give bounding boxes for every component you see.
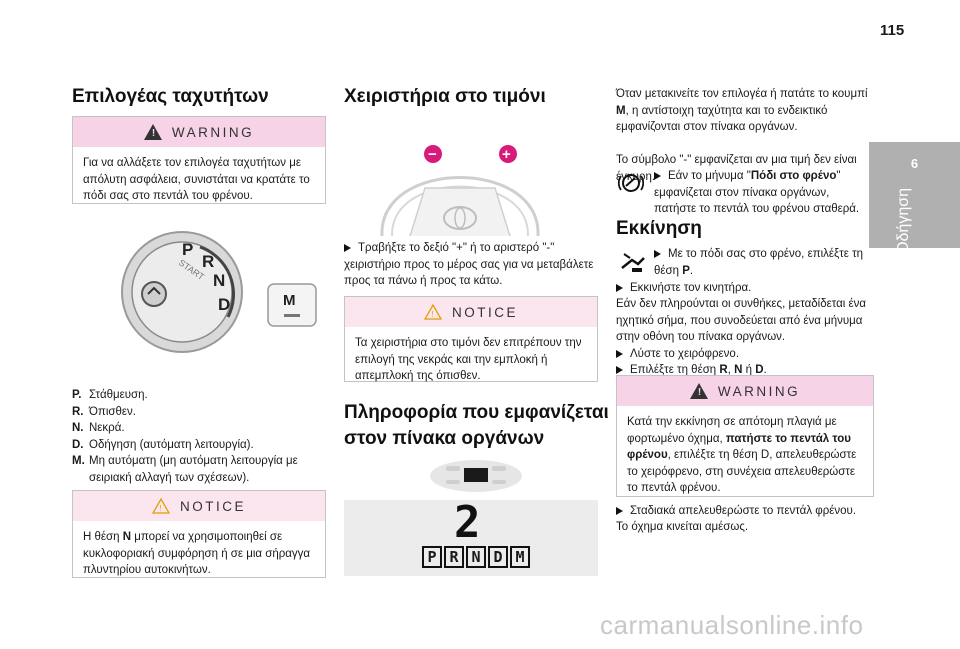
gear-letter: M bbox=[510, 546, 530, 568]
start-step-4: Επιλέξτε τη θέση R, N ή D. bbox=[616, 362, 870, 379]
gear-display bbox=[344, 497, 598, 576]
warning-box bbox=[72, 116, 326, 204]
foot-on-brake-icon bbox=[618, 248, 646, 276]
notice-label: NOTICE bbox=[179, 498, 246, 514]
selector-intro: Όταν μετακινείτε τον επιλογέα ή πατάτε το κουμπί M, η αντίστοιχη ταχύτητα και το ενδεικτικό εμφανίζονται στον πίνακα οργάνων. bbox=[616, 88, 868, 133]
current-gear: 2 bbox=[454, 497, 481, 548]
list-item: D. Οδήγηση (αυτόματη λειτουργία). bbox=[72, 438, 254, 451]
selector-letter-p: P bbox=[182, 240, 194, 259]
warning-text: Για να αλλάξετε τον επιλογέα ταχυτήτων με απόλυτη ασφάλεια, συνιστάται να κρατάτε το πόδι σας στο πεντάλ του φρένου. bbox=[83, 157, 310, 202]
notice-box-steering bbox=[344, 296, 598, 382]
notice-box bbox=[72, 490, 326, 578]
warning-label: WARNING bbox=[171, 124, 255, 140]
steering-wheel-illustration bbox=[370, 118, 550, 236]
bullet-arrow-icon bbox=[616, 350, 623, 358]
start-step-3: Λύστε το χειρόφρενο. bbox=[616, 346, 870, 363]
bullet-arrow-icon bbox=[344, 244, 351, 252]
footer-watermark: carmanualsonline.info bbox=[600, 610, 864, 640]
paddle-instruction: Τραβήξτε το δεξιό "+" ή το αριστερό "-" χειριστήριο προς το μέρος σας για να μεταβάλετε προς τα πάνω ή προς τα κάτω. bbox=[344, 242, 594, 287]
bullet-arrow-icon bbox=[616, 284, 623, 292]
position-list bbox=[72, 387, 334, 486]
final-note: Το όχημα κινείται αμέσως. bbox=[616, 521, 749, 533]
warning-text: Κατά την εκκίνηση σε απότομη πλαγιά με φορτωμένο όχημα, πατήστε το πεντάλ του φρένου, επιλέξτε τη θέση D, απελευθερώστε το χειρόφρενο, στη συνέχεια απελευθερώστε το πεντάλ φρένου. bbox=[627, 416, 857, 494]
selector-letter-n: N bbox=[213, 271, 226, 290]
notice-text: Η θέση N μπορεί να χρησιμοποιηθεί σε κυκλοφοριακή συμφόρηση ή σε μια σήραγγα πλυντηρίου αυτοκινήτων. bbox=[83, 531, 311, 576]
warning-header bbox=[73, 117, 325, 147]
warning-label: WARNING bbox=[717, 383, 801, 399]
gear-letters bbox=[422, 546, 530, 568]
chapter-label: Οδήγηση bbox=[895, 188, 912, 254]
bullet-arrow-icon bbox=[616, 507, 623, 515]
gear-letter: N bbox=[466, 546, 486, 568]
gear-letter: P bbox=[422, 546, 442, 568]
minus-paddle-label: − bbox=[428, 146, 437, 163]
gear-letter: D bbox=[488, 546, 508, 568]
chapter-number: 6 bbox=[910, 156, 919, 171]
symbol-note: Το σύμβολο "-" εμφανίζεται αν μια τιμή δεν είναι έγκυρη. bbox=[616, 154, 857, 183]
start-title: Εκκίνηση bbox=[616, 218, 702, 239]
notice-icon bbox=[424, 304, 442, 320]
page-number: 115 bbox=[880, 22, 905, 39]
svg-text:!: ! bbox=[431, 310, 437, 319]
notice-icon bbox=[152, 498, 170, 514]
steering-controls-title: Χειριστήρια στο τιμόνι bbox=[344, 86, 546, 107]
selector-start-label: START bbox=[176, 257, 207, 283]
brake-warning-icon bbox=[618, 172, 644, 194]
brake-message-note: Εάν το μήνυμα "Πόδι στο φρένο" εμφανίζεται στον πίνακα οργάνων, πατήστε το πεντάλ του φρένου σταθερά. bbox=[654, 170, 860, 215]
chapter-tab[interactable] bbox=[869, 142, 960, 254]
notice-header bbox=[73, 491, 325, 521]
final-step: Σταδιακά απελευθερώστε το πεντάλ φρένου. bbox=[616, 503, 870, 520]
warning-header bbox=[617, 376, 873, 406]
lock-release-icon bbox=[142, 282, 166, 306]
notice-label: NOTICE bbox=[451, 304, 518, 320]
start-conditions-note: Εάν δεν πληρούνται οι συνθήκες, μεταδίδεται ένα ηχητικό σήμα, που συνοδεύεται από ένα μήνυμα στην οθόνη του πίνακα οργάνων. bbox=[616, 298, 867, 343]
start-step-1: Με το πόδι σας στο φρένο, επιλέξτε τη θέση P. bbox=[654, 248, 864, 277]
warning-box-start bbox=[616, 375, 874, 497]
warning-icon: ! bbox=[144, 124, 162, 140]
bullet-arrow-icon bbox=[616, 366, 623, 374]
plus-paddle-label: + bbox=[502, 146, 511, 163]
svg-text:!: ! bbox=[159, 504, 165, 513]
gear-selector-title: Επιλογέας ταχυτήτων bbox=[72, 86, 269, 107]
warning-icon: ! bbox=[690, 383, 708, 399]
start-step-2: Εκκινήστε τον κινητήρα. bbox=[616, 280, 870, 297]
instrument-info-title: Πληροφορία που εμφανίζεται στον πίνακα οργάνων bbox=[344, 402, 609, 449]
gear-selector-illustration bbox=[120, 222, 320, 372]
m-button-label: M bbox=[283, 292, 296, 309]
list-item: N. Νεκρά. bbox=[72, 422, 125, 434]
list-item: M. Μη αυτόματη (μη αυτόματη λειτουργία με σειριακή αλλαγή των σχέσεων). bbox=[72, 455, 298, 484]
notice-header bbox=[345, 297, 597, 327]
gear-letter: R bbox=[444, 546, 464, 568]
list-item: P. Στάθμευση. bbox=[72, 389, 148, 401]
instrument-panel-icon bbox=[426, 458, 526, 494]
selector-letter-r: R bbox=[202, 252, 215, 271]
bullet-arrow-icon bbox=[654, 250, 661, 258]
selector-letter-d: D bbox=[218, 295, 231, 314]
notice-text: Τα χειριστήρια στο τιμόνι δεν επιτρέπουν την επιλογή της νεκράς και την εμπλοκή ή απεμπλοκή της όπισθεν. bbox=[355, 337, 582, 382]
list-item: R. Όπισθεν. bbox=[72, 405, 136, 418]
bullet-arrow-icon bbox=[654, 172, 661, 180]
